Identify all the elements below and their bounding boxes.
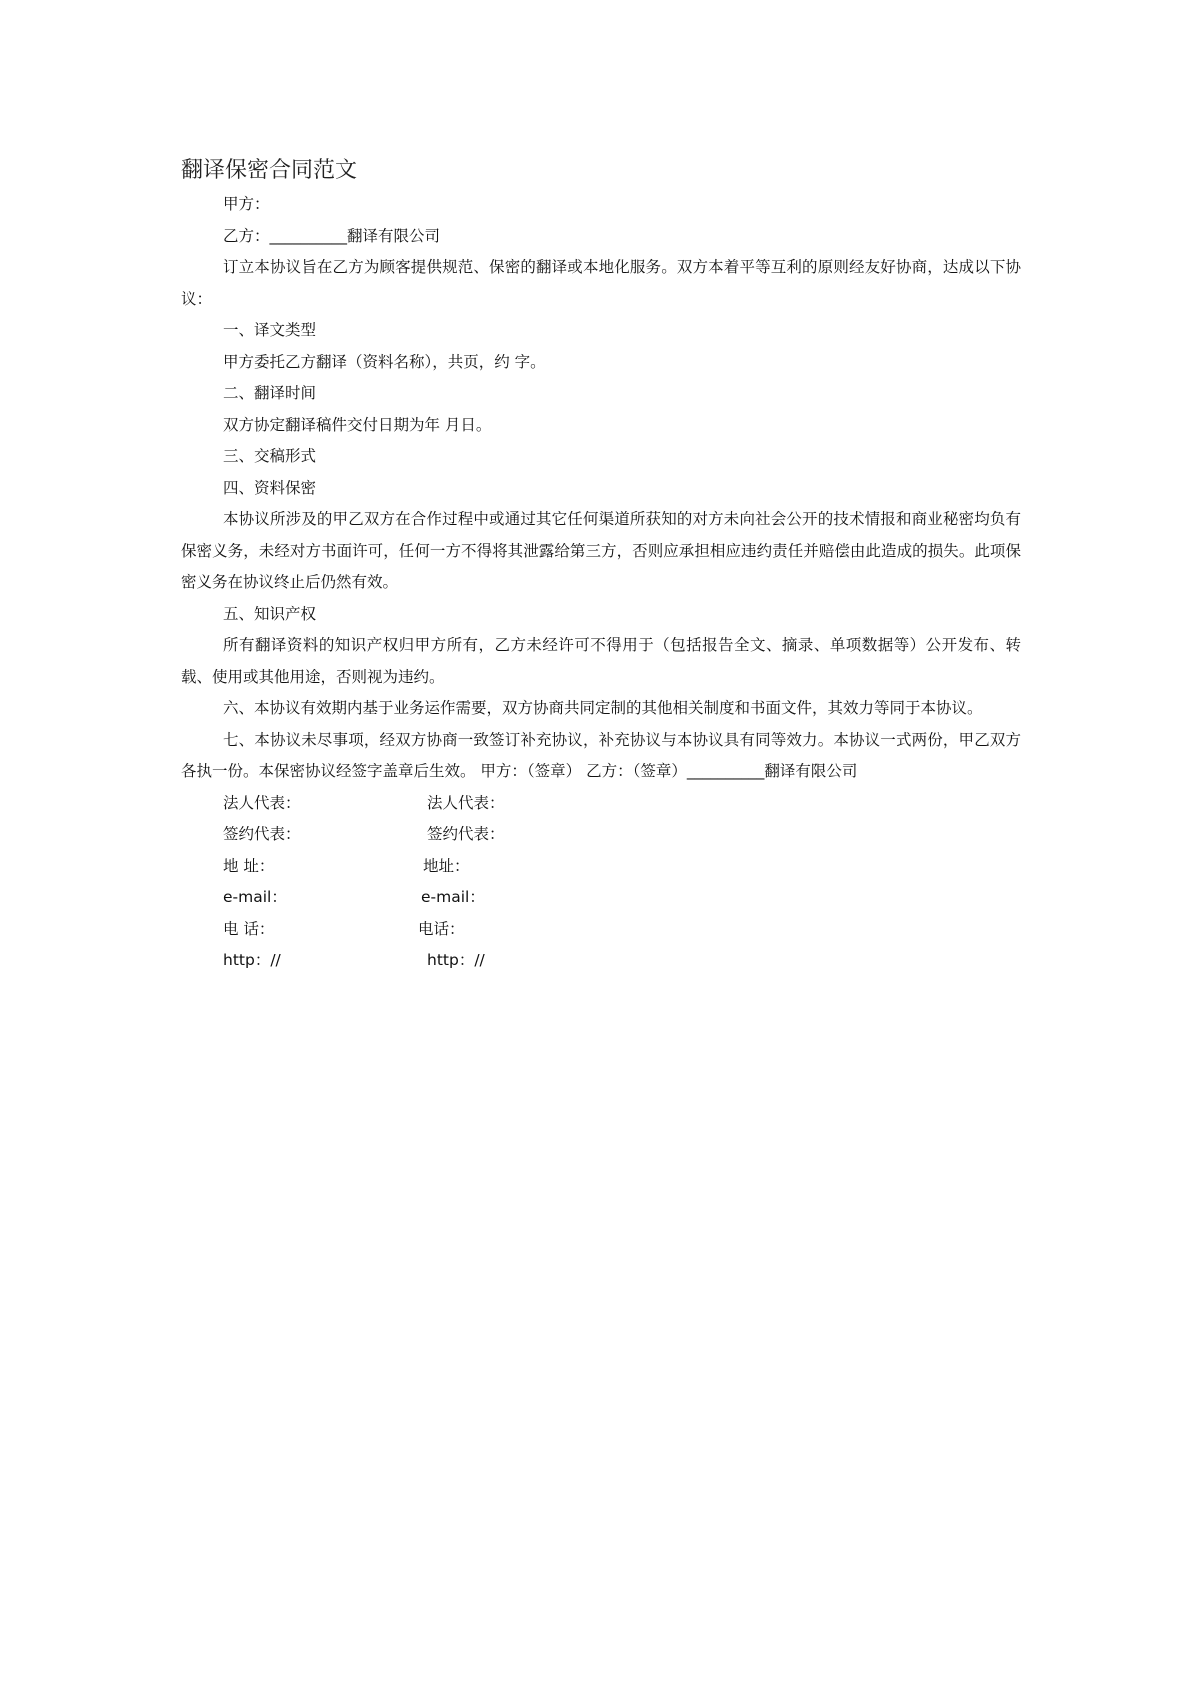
signature-right-label: 法人代表： <box>427 793 505 812</box>
signature-right-label: http：// <box>427 951 485 969</box>
section-heading-confidentiality: 四、资料保密 <box>223 478 317 497</box>
signature-row <box>181 819 1021 851</box>
party-a-line: 甲方： <box>223 195 270 213</box>
signature-left-label: http：// <box>223 951 281 969</box>
section-heading-translation-type: 一、译文类型 <box>223 321 317 339</box>
signature-right-label: e-mail： <box>421 888 485 906</box>
section-heading-translation-time: 二、翻译时间 <box>223 384 317 402</box>
signature-right-label: 电话： <box>418 919 465 938</box>
signature-left-label: 法人代表： <box>223 793 301 812</box>
signature-row <box>181 914 1021 946</box>
section-body-intellectual-property: 所有翻译资料的知识产权归甲方所有，乙方未经许可不得用于（包括报告全文、摘录、单项数据等）公开发布、转载、使用或其他用途，否则视为违约。 <box>181 636 1021 686</box>
section-body-translation-time: 双方协定翻译稿件交付日期为年 月日。 <box>223 415 492 434</box>
section-seven-paragraph: 七、本协议未尽事项，经双方协商一致签订补充协议，补充协议与本协议具有同等效力。本协议一式两份，甲乙双方各执一份。本保密协议经签字盖章后生效。 甲方：（签章） 乙方：（签章）__________翻译有限公司 <box>181 730 1021 780</box>
signature-block <box>181 788 1021 977</box>
intro-paragraph: 订立本协议旨在乙方为顾客提供规范、保密的翻译或本地化服务。双方本着平等互利的原则经友好协商，达成以下协议： <box>181 258 1021 308</box>
section-body-translation-type: 甲方委托乙方翻译（资料名称），共页，约 字。 <box>223 352 546 371</box>
signature-left-label: 地 址： <box>223 856 275 875</box>
signature-right-label: 签约代表： <box>427 825 505 843</box>
signature-row <box>181 788 1021 820</box>
signature-left-label: 签约代表： <box>223 825 301 843</box>
signature-left-label: 电 话： <box>223 919 275 938</box>
signature-row <box>181 945 1021 977</box>
section-six-paragraph: 六、本协议有效期内基于业务运作需要，双方协商共同定制的其他相关制度和书面文件，其效力等同于本协议。 <box>223 699 983 717</box>
signature-right-label: 地址： <box>423 856 470 875</box>
party-b-line: 乙方：__________翻译有限公司 <box>223 226 441 245</box>
section-heading-delivery-format: 三、交稿形式 <box>223 447 317 465</box>
section-heading-intellectual-property: 五、知识产权 <box>223 604 317 623</box>
signature-left-label: e-mail： <box>223 888 287 906</box>
document-title: 翻译保密合同范文 <box>181 158 358 183</box>
section-body-confidentiality: 本协议所涉及的甲乙双方在合作过程中或通过其它任何渠道所获知的对方未向社会公开的技术情报和商业秘密均负有保密义务，未经对方书面许可，任何一方不得将其泄露给第三方，否则应承担相应违约责任并赔偿由此造成的损失。此项保密义务在协议终止后仍然有效。 <box>181 510 1021 591</box>
document-page <box>181 155 1021 977</box>
signature-row <box>181 851 1021 883</box>
signature-row <box>181 882 1021 914</box>
